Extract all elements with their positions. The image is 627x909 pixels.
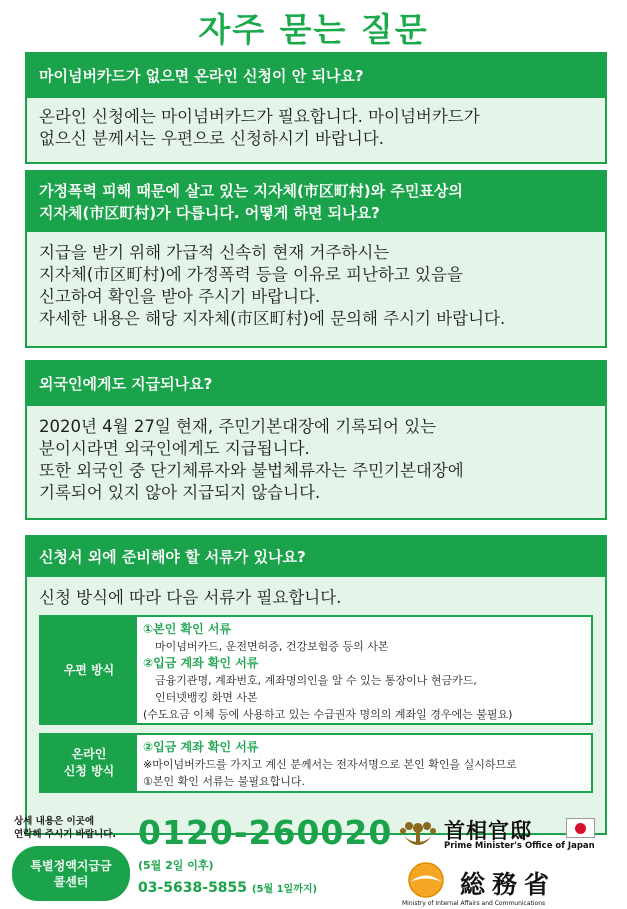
online-method-label [41, 735, 137, 791]
faq-item-domestic-violence [25, 170, 607, 348]
chrysanthemum-crest-icon [398, 818, 438, 852]
online-method-label-line: 신청 방식 [63, 764, 115, 778]
call-center-badge [12, 846, 130, 901]
faq-answer [27, 406, 605, 518]
mic-name: 総務省 [460, 870, 557, 899]
faq-question [27, 362, 605, 406]
faq-answer-line: 온라인 신청에는 마이넘버카드가 필요합니다. 마이넘버카드가 [39, 107, 480, 126]
online-method-label-line: 온라인 [71, 747, 107, 761]
faq-answer [27, 577, 605, 833]
faq-item-documents [25, 535, 607, 835]
bank-docs-items: 금융기관명, 계좌번호, 계좌명의인을 알 수 있는 통장이나 현금카드, [155, 674, 477, 687]
faq-item-foreigners [25, 360, 607, 520]
faq-answer-line: 기록되어 있지 않아 지급되지 않습니다. [39, 483, 321, 502]
call-center-phone-period: (5월 2일 이후) [138, 859, 214, 872]
bank-docs-title: ②입금 계좌 확인 서류 [143, 656, 259, 670]
contact-note-line: 상세 내용은 이곳에 [14, 816, 95, 827]
mail-method-body [137, 617, 591, 723]
faq-question-line: 신청서 외에 준비해야 할 서류가 있나요? [39, 548, 306, 566]
japan-flag-icon [566, 818, 595, 838]
kantei-english-name: Prime Minister's Office of Japan [444, 841, 595, 851]
call-center-phone[interactable]: 0120-260020 [138, 813, 393, 852]
faq-answer-line: 자세한 내용은 해당 지자체(市区町村)에 문의해 주시기 바랍니다. [39, 309, 506, 328]
bank-docs-note: (수도요금 이체 등에 사용하고 있는 수급권자 명의의 계좌일 경우에는 불필요) [143, 708, 513, 721]
faq-answer-lead: 신청 방식에 따라 다음 서류가 필요합니다. [39, 588, 342, 607]
faq-answer-line: 지자체(市区町村)에 가정폭력 등을 이유로 피난하고 있음을 [39, 265, 463, 284]
mic-english-name: Ministry of Internal Affairs and Communications [402, 900, 546, 907]
page-title: 자주 묻는 질문 [198, 10, 429, 49]
online-method-box [39, 733, 593, 793]
faq-question-line: 가정폭력 피해 때문에 살고 있는 지자체(市区町村)와 주민표상의 [39, 182, 463, 200]
faq-question [27, 537, 605, 577]
faq-answer-line: 분이시라면 외국인에게도 지급됩니다. [39, 439, 310, 458]
kantei-logo [398, 815, 608, 855]
faq-answer-line: 2020년 4월 27일 현재, 주민기본대장에 기록되어 있는 [39, 417, 437, 436]
online-method-body [137, 735, 591, 791]
faq-answer-line: 또한 외국인 중 단기체류자와 불법체류자는 주민기본대장에 [39, 461, 464, 480]
faq-answer-line: 신고하여 확인을 받아 주시기 바랍니다. [39, 287, 321, 306]
contact-note-line: 연락해 주시기 바랍니다. [14, 829, 116, 840]
call-center-phone-alt-number[interactable]: 03-5638-5855 [138, 880, 248, 896]
call-center-phone-alt [138, 880, 317, 896]
mic-logo [400, 861, 610, 907]
call-center-phone-alt-period: (5월 1일까지) [251, 884, 318, 895]
bank-docs-items-cont: 인터넷뱅킹 화면 사본 [155, 691, 258, 704]
kantei-name: 首相官邸 [444, 818, 532, 843]
online-note: ※마이넘버카드를 가지고 계신 분께서는 전자서명으로 본인 확인을 실시하므로 [143, 758, 517, 771]
faq-answer-line: 없으신 분께서는 우편으로 신청하시기 바랍니다. [39, 129, 385, 148]
faq-item-mynumber [25, 52, 607, 164]
faq-question [27, 172, 605, 232]
online-note-cont: ①본인 확인 서류는 불필요합니다. [143, 775, 305, 788]
id-docs-items: 마이넘버카드, 운전면허증, 건강보험증 등의 사본 [155, 640, 389, 653]
faq-answer [27, 232, 605, 346]
call-center-badge-line: 콜센터 [53, 874, 89, 889]
footer [0, 805, 627, 909]
mail-method-box [39, 615, 593, 725]
mic-logo-icon [402, 861, 450, 899]
faq-question-line: 외국인에게도 지급되나요? [39, 375, 213, 393]
faq-answer [27, 98, 605, 162]
faq-question-line: 지자체(市区町村)가 다릅니다. 어떻게 하면 되나요? [39, 204, 380, 222]
mail-method-label: 우편 방식 [41, 617, 137, 723]
faq-question [27, 54, 605, 98]
faq-question-line: 마이넘버카드가 없으면 온라인 신청이 안 되나요? [39, 67, 364, 85]
call-center-badge-line: 특별정액지급금 [30, 858, 112, 873]
id-docs-title: ①본인 확인 서류 [143, 622, 232, 636]
contact-note [14, 815, 116, 841]
faq-answer-line: 지급을 받기 위해 가급적 신속히 현재 거주하시는 [39, 243, 390, 262]
online-bank-docs-title: ②입금 계좌 확인 서류 [143, 740, 259, 754]
